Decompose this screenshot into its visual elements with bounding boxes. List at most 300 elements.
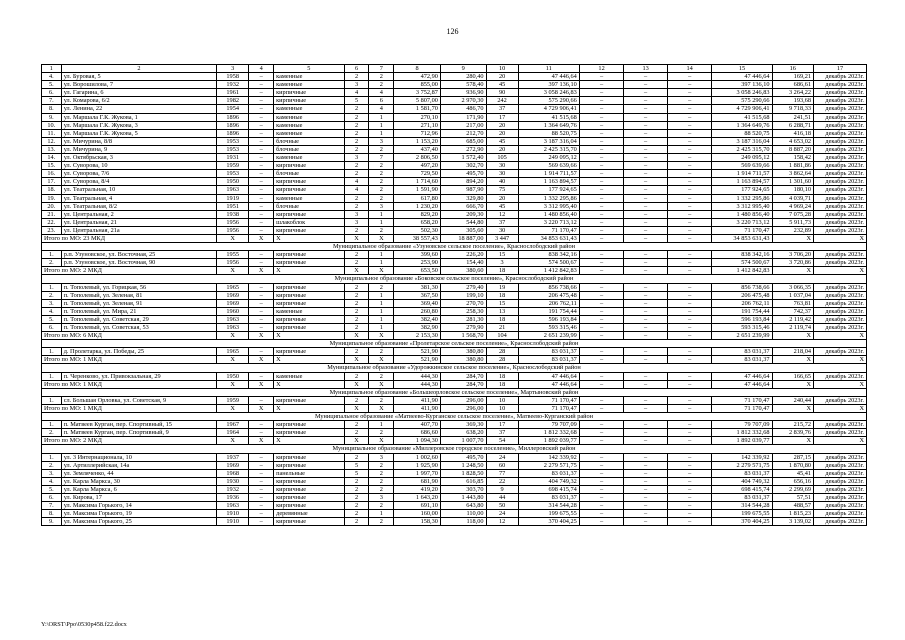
column-number: 17 <box>814 65 867 73</box>
table-cell: 1 364 649,76 <box>518 121 579 129</box>
table-cell: – <box>667 97 712 105</box>
column-number: 1 <box>42 65 62 73</box>
table-cell: 763,81 <box>772 299 813 307</box>
table-cell: 41 515,68 <box>712 113 772 121</box>
table-cell: ул. Октябрьская, 3 <box>61 154 216 162</box>
municipality-name: Муниципальное образование «Удорожкинское сельское поселение», Краснослободский район <box>42 364 867 372</box>
table-cell: – <box>667 170 712 178</box>
table-cell: 215,72 <box>772 421 813 429</box>
table-cell: 1960 <box>217 307 249 315</box>
table-cell: – <box>667 485 712 493</box>
table-cell: 2 839,76 <box>772 429 813 437</box>
table-cell: 1954 <box>217 105 249 113</box>
table-cell: – <box>624 469 668 477</box>
table-cell: кирпичные <box>274 299 344 307</box>
table-cell: кирпичные <box>274 477 344 485</box>
table-row <box>42 218 867 226</box>
table-cell: – <box>624 170 668 178</box>
table-cell: кирпичные <box>274 502 344 510</box>
table-cell: 1965 <box>217 348 249 356</box>
table-row <box>42 307 867 315</box>
table-row <box>42 477 867 485</box>
table-cell: – <box>249 461 274 469</box>
table-cell: каменные <box>274 307 344 315</box>
table-cell: 411,90 <box>394 404 441 412</box>
table-cell: п. Тополевый, ул. Советская, 53 <box>61 324 216 332</box>
table-cell: 169,21 <box>772 73 813 81</box>
table-cell: – <box>579 162 624 170</box>
table-row <box>42 429 867 437</box>
table-cell: 6 288,71 <box>772 121 813 129</box>
table-cell: 3 312 995,40 <box>712 202 772 210</box>
table-cell: 15. <box>42 162 62 170</box>
table-row <box>42 154 867 162</box>
table-cell: 71 170,47 <box>712 404 772 412</box>
table-row <box>42 202 867 210</box>
subtotal-row <box>42 404 867 412</box>
table-cell: – <box>579 89 624 97</box>
table-row <box>42 113 867 121</box>
table-cell: – <box>579 202 624 210</box>
table-cell: декабрь 2023г. <box>814 348 867 356</box>
table-cell: 2 <box>344 396 369 404</box>
table-cell: 1953 <box>217 137 249 145</box>
table-cell: X <box>274 234 344 242</box>
table-cell: 9 718,33 <box>772 105 813 113</box>
table-cell: 1956 <box>217 218 249 226</box>
table-cell: 2 <box>344 502 369 510</box>
table-cell: 5. <box>42 81 62 89</box>
table-cell: – <box>667 218 712 226</box>
table-cell: 3 <box>486 259 518 267</box>
table-cell: декабрь 2023г. <box>814 137 867 145</box>
table-cell: 2 425 315,70 <box>518 145 579 153</box>
table-cell: – <box>624 89 668 97</box>
table-cell: 1938 <box>217 210 249 218</box>
table-cell: – <box>579 469 624 477</box>
table-cell: X <box>249 332 274 340</box>
table-cell: 380,60 <box>440 267 486 275</box>
table-cell: ул. Карла Маркса, 6 <box>61 485 216 493</box>
table-cell: 1951 <box>217 202 249 210</box>
table-cell: 30 <box>486 170 518 178</box>
table-cell: 370 404,25 <box>518 518 579 526</box>
table-cell: сл. Большая Орловка, ул. Советская, 9 <box>61 396 216 404</box>
table-cell: 681,90 <box>394 477 441 485</box>
table-cell: 4. <box>42 73 62 81</box>
table-cell: 2 <box>344 291 369 299</box>
municipality-header-row <box>42 413 867 421</box>
table-cell: 8. <box>42 510 62 518</box>
table-cell: 3 447 <box>486 234 518 242</box>
table-cell: 2 970,30 <box>440 97 486 105</box>
table-cell: 37 <box>486 218 518 226</box>
table-cell: 3 058 246,83 <box>518 89 579 97</box>
table-cell: 1896 <box>217 129 249 137</box>
table-cell: 1919 <box>217 194 249 202</box>
table-cell: 3 312 995,40 <box>518 202 579 210</box>
table-cell: 2 <box>344 493 369 501</box>
table-cell: 6. <box>42 89 62 97</box>
table-cell: 656,16 <box>772 477 813 485</box>
table-cell: 38 557,43 <box>394 234 441 242</box>
column-number-row <box>42 65 867 73</box>
table-cell: декабрь 2023г. <box>814 283 867 291</box>
table-cell: 3 066,35 <box>772 283 813 291</box>
table-cell: 44 <box>486 493 518 501</box>
table-cell: – <box>579 154 624 162</box>
table-row <box>42 105 867 113</box>
table-cell: X <box>217 380 249 388</box>
table-cell: – <box>249 502 274 510</box>
table-cell: X <box>249 234 274 242</box>
table-cell: 232,89 <box>772 226 813 234</box>
table-cell: 12. <box>42 137 62 145</box>
table-cell: 686,60 <box>394 429 441 437</box>
table-cell: – <box>667 145 712 153</box>
table-cell: X <box>274 380 344 388</box>
table-cell: 569 639,66 <box>518 162 579 170</box>
table-cell: 206 475,48 <box>712 291 772 299</box>
municipality-name: Муниципальное образование «Узуновское сельское поселение», Краснослободский район <box>42 243 867 251</box>
table-cell: X <box>274 267 344 275</box>
table-cell: 1 <box>369 307 394 315</box>
table-cell: 5 <box>344 469 369 477</box>
table-cell: каменные <box>274 113 344 121</box>
table-cell: 2 <box>344 283 369 291</box>
table-cell: 104 <box>486 332 518 340</box>
table-cell: – <box>249 259 274 267</box>
table-cell: – <box>579 299 624 307</box>
table-cell: 2 <box>344 202 369 210</box>
table-cell: 9 <box>486 485 518 493</box>
table-cell: декабрь 2023г. <box>814 121 867 129</box>
table-cell: кирпичные <box>274 226 344 234</box>
table-cell: 47 446,64 <box>518 380 579 388</box>
table-cell: 3 139,02 <box>772 518 813 526</box>
table-cell: – <box>667 348 712 356</box>
table-cell: – <box>667 493 712 501</box>
table-cell: 4. <box>42 307 62 315</box>
table-cell: 18 <box>486 372 518 380</box>
table-cell: – <box>579 234 624 242</box>
table-cell: ул. Земляченко, 44 <box>61 469 216 477</box>
table-cell: 2 119,42 <box>772 315 813 323</box>
table-cell: ул. Максима Горького, 14 <box>61 502 216 510</box>
column-number: 13 <box>624 65 668 73</box>
table-cell: 698 415,74 <box>518 485 579 493</box>
table-cell: 1 914 711,57 <box>518 170 579 178</box>
table-cell: кирпичные <box>274 421 344 429</box>
table-cell: 18. <box>42 186 62 194</box>
table-cell: 17. <box>42 178 62 186</box>
table-cell: ул. Центральная, 21а <box>61 226 216 234</box>
table-cell: 284,70 <box>440 372 486 380</box>
table-cell: 1 230,20 <box>394 202 441 210</box>
table-cell: X <box>344 332 369 340</box>
table-cell: – <box>579 380 624 388</box>
table-cell: 249 095,12 <box>518 154 579 162</box>
table-cell: – <box>624 421 668 429</box>
table-cell: X <box>772 437 813 445</box>
table-cell: 160,00 <box>394 510 441 518</box>
column-number: 12 <box>579 65 624 73</box>
column-number: 15 <box>712 65 772 73</box>
table-cell: X <box>814 356 867 364</box>
table-cell: декабрь 2023г. <box>814 145 867 153</box>
table-cell: 1 914 711,57 <box>712 170 772 178</box>
table-cell: 2 <box>344 510 369 518</box>
municipality-header-row <box>42 388 867 396</box>
table-cell: – <box>249 129 274 137</box>
table-cell: 10 <box>486 396 518 404</box>
table-cell: декабрь 2023г. <box>814 170 867 178</box>
table-cell: кирпичные <box>274 324 344 332</box>
table-cell: – <box>624 332 668 340</box>
table-cell: – <box>249 202 274 210</box>
table-cell: X <box>814 332 867 340</box>
table-cell: – <box>624 186 668 194</box>
table-cell: 90 <box>486 89 518 97</box>
table-cell: 381,30 <box>394 283 441 291</box>
table-cell: 2 153,30 <box>394 332 441 340</box>
table-cell: – <box>579 251 624 259</box>
table-cell: 1 568,70 <box>440 332 486 340</box>
table-cell: 24 <box>486 453 518 461</box>
table-cell: 596 193,84 <box>518 315 579 323</box>
table-cell: декабрь 2023г. <box>814 162 867 170</box>
table-cell: 1958 <box>217 73 249 81</box>
table-cell: блочные <box>274 202 344 210</box>
table-cell: – <box>624 218 668 226</box>
table-cell: 370 404,25 <box>712 518 772 526</box>
table-cell: 166,65 <box>772 372 813 380</box>
table-cell: декабрь 2023г. <box>814 154 867 162</box>
table-cell: ул. Театральная, 10 <box>61 186 216 194</box>
table-cell: X <box>249 437 274 445</box>
table-cell: 521,90 <box>394 348 441 356</box>
table-cell: 1969 <box>217 291 249 299</box>
table-cell: – <box>667 307 712 315</box>
table-cell: 1 <box>369 421 394 429</box>
table-cell: 1961 <box>217 89 249 97</box>
table-cell: 1 714,60 <box>394 178 441 186</box>
table-cell: – <box>249 291 274 299</box>
table-cell: 209,30 <box>440 210 486 218</box>
table-cell: 856 738,66 <box>712 283 772 291</box>
table-cell: 20. <box>42 202 62 210</box>
table-cell: – <box>624 178 668 186</box>
table-cell: 2 <box>344 121 369 129</box>
table-cell: X <box>249 267 274 275</box>
table-cell: 20 <box>486 129 518 137</box>
table-cell: 4 729 906,41 <box>518 105 579 113</box>
table-cell: – <box>624 202 668 210</box>
table-cell: 11. <box>42 129 62 137</box>
table-cell: 79 707,09 <box>518 421 579 429</box>
table-cell: – <box>579 307 624 315</box>
table-cell: декабрь 2023г. <box>814 307 867 315</box>
table-cell: 2. <box>42 461 62 469</box>
table-row <box>42 186 867 194</box>
table-cell: 1 925,90 <box>394 461 441 469</box>
table-cell: декабрь 2023г. <box>814 396 867 404</box>
table-cell: 2 <box>344 162 369 170</box>
table-row <box>42 259 867 267</box>
table-cell: 2 <box>369 283 394 291</box>
table-cell: 2 <box>344 105 369 113</box>
document-file-path: Y:\ORST\Ppo\0530p458.f22.docx <box>41 621 127 628</box>
table-cell: 88 520,75 <box>712 129 772 137</box>
table-cell: 177 924,65 <box>518 186 579 194</box>
table-cell: – <box>624 234 668 242</box>
table-cell: X <box>344 356 369 364</box>
subtotal-row <box>42 267 867 275</box>
table-cell: X <box>369 437 394 445</box>
table-cell: – <box>624 396 668 404</box>
table-cell: – <box>667 477 712 485</box>
table-cell: блочные <box>274 137 344 145</box>
table-cell: кирпичные <box>274 251 344 259</box>
table-cell: 1964 <box>217 429 249 437</box>
table-cell: 280,40 <box>440 73 486 81</box>
table-cell: 142 339,92 <box>712 453 772 461</box>
table-cell: 71 170,47 <box>712 396 772 404</box>
table-cell: 12 <box>486 210 518 218</box>
table-cell: 2 <box>344 194 369 202</box>
table-cell: кирпичные <box>274 315 344 323</box>
subtotal-label: Итого по МО: 2 МКД <box>42 437 217 445</box>
table-cell: 495,70 <box>440 170 486 178</box>
table-cell: декабрь 2023г. <box>814 129 867 137</box>
table-cell: – <box>624 299 668 307</box>
table-cell: 574 500,67 <box>518 259 579 267</box>
table-cell: – <box>579 226 624 234</box>
column-number: 5 <box>274 65 344 73</box>
table-row <box>42 145 867 153</box>
table-cell: 437,40 <box>394 145 441 153</box>
table-cell: декабрь 2023г. <box>814 251 867 259</box>
table-cell: 3 862,64 <box>772 170 813 178</box>
table-cell: – <box>667 502 712 510</box>
table-cell: 1953 <box>217 145 249 153</box>
table-row <box>42 251 867 259</box>
table-cell: 1959 <box>217 396 249 404</box>
table-cell: 2 <box>369 194 394 202</box>
table-cell: 302,70 <box>440 162 486 170</box>
table-cell: 1. <box>42 283 62 291</box>
table-cell: 593 315,46 <box>712 324 772 332</box>
table-cell: – <box>579 421 624 429</box>
table-cell: 16. <box>42 170 62 178</box>
table-cell: X <box>249 404 274 412</box>
table-cell: 838 342,16 <box>518 251 579 259</box>
table-cell: 1. <box>42 421 62 429</box>
table-cell: 2 <box>369 170 394 178</box>
table-cell: 1 <box>369 113 394 121</box>
table-cell: 40 <box>486 178 518 186</box>
table-row <box>42 73 867 81</box>
table-cell: 1 412 842,83 <box>712 267 772 275</box>
table-cell: X <box>814 380 867 388</box>
table-row <box>42 291 867 299</box>
table-cell: панельные <box>274 469 344 477</box>
table-cell: – <box>579 404 624 412</box>
table-cell: – <box>249 493 274 501</box>
table-cell: – <box>624 510 668 518</box>
table-cell: 3 <box>344 154 369 162</box>
table-row <box>42 121 867 129</box>
table-cell: 3 <box>344 210 369 218</box>
table-cell: 2 <box>344 170 369 178</box>
table-cell: 1 <box>369 299 394 307</box>
table-cell: 1 <box>369 324 394 332</box>
table-row <box>42 502 867 510</box>
table-cell: 2 <box>369 81 394 89</box>
table-cell: 829,20 <box>394 210 441 218</box>
table-cell: – <box>667 429 712 437</box>
table-cell: 1 828,50 <box>440 469 486 477</box>
table-cell: – <box>667 154 712 162</box>
table-cell: – <box>667 162 712 170</box>
table-cell: X <box>217 267 249 275</box>
table-cell: 45 <box>486 81 518 89</box>
table-cell: – <box>579 372 624 380</box>
table-cell: – <box>579 461 624 469</box>
table-cell: 83 031,37 <box>518 348 579 356</box>
municipality-header-row <box>42 340 867 348</box>
municipality-header-row <box>42 243 867 251</box>
table-cell: 4. <box>42 477 62 485</box>
table-cell: 1 <box>369 259 394 267</box>
table-cell: – <box>249 186 274 194</box>
table-cell: 249 095,12 <box>712 154 772 162</box>
table-cell: 217,00 <box>440 121 486 129</box>
table-cell: 2 <box>344 485 369 493</box>
table-cell: 2 <box>344 429 369 437</box>
table-cell: декабрь 2023г. <box>814 453 867 461</box>
table-cell: – <box>624 356 668 364</box>
table-cell: 616,85 <box>440 477 486 485</box>
subtotal-row <box>42 437 867 445</box>
table-row <box>42 348 867 356</box>
table-cell: 34 853 631,43 <box>518 234 579 242</box>
table-cell: 14. <box>42 154 62 162</box>
table-cell: – <box>667 380 712 388</box>
table-cell: – <box>249 97 274 105</box>
table-cell: 15 <box>486 251 518 259</box>
table-cell: – <box>579 332 624 340</box>
table-cell: – <box>579 137 624 145</box>
table-row <box>42 137 867 145</box>
table-cell: ул. Маршала Г.К. Жукова, 1 <box>61 113 216 121</box>
table-cell: – <box>579 518 624 526</box>
table-cell: п. Тополевый, ул. Советская, 29 <box>61 315 216 323</box>
table-cell: 258,30 <box>440 307 486 315</box>
table-cell: ул. Суворова, 10 <box>61 162 216 170</box>
table-cell: 45 <box>486 137 518 145</box>
table-cell: – <box>579 315 624 323</box>
table-cell: ул. Мичурина, 9 <box>61 145 216 153</box>
table-cell: X <box>344 437 369 445</box>
table-cell: X <box>772 267 813 275</box>
table-cell: 24 <box>486 510 518 518</box>
table-cell: – <box>249 453 274 461</box>
table-cell: 2 <box>369 518 394 526</box>
table-cell: – <box>667 251 712 259</box>
table-cell: п. Тополевый, ул. Мира, 21 <box>61 307 216 315</box>
table-cell: – <box>249 89 274 97</box>
